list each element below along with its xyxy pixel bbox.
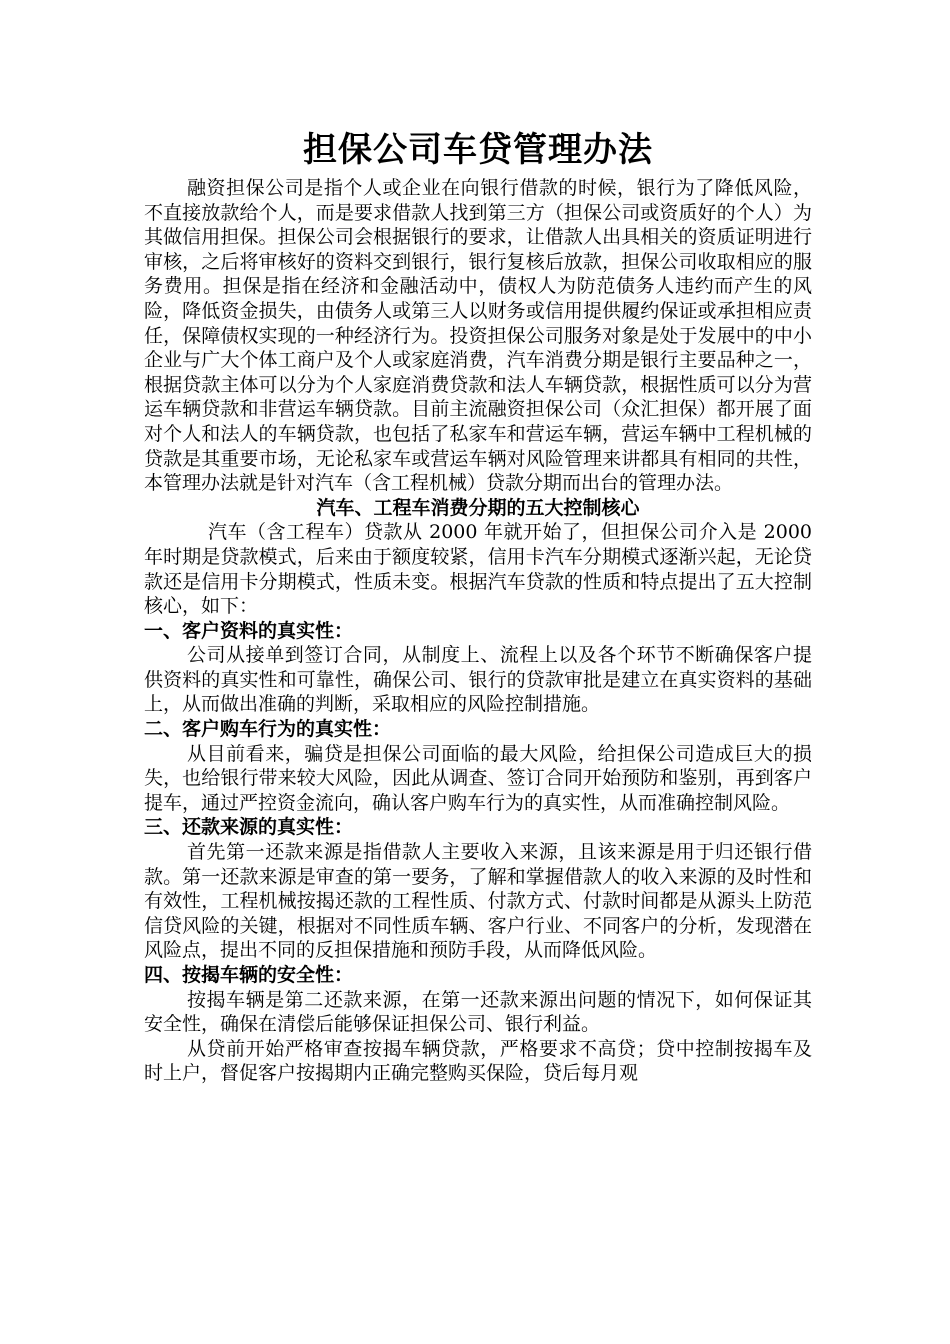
item-heading-3: 三、还款来源的真实性：: [144, 816, 354, 839]
item-2-paragraph: 从目前看来，骗贷是担保公司面临的最大风险，给担保公司造成巨大的损失，也给银行带来较大风险，因此从调查、签订合同开始预防和鉴别，再到客户提车，通过严控资金流向，确认客户购车行为的真实性，从而准确控制风险。: [144, 742, 812, 814]
section-title: 汽车、工程车消费分期的五大控制核心: [316, 496, 640, 519]
document-body: [144, 128, 812, 1086]
item-4-paragraph-2: 从贷前开始严格审查按揭车辆贷款，严格要求不高贷；贷中控制按揭车及时上户，督促客户按揭期内正确完整购买保险，贷后每月观: [144, 1037, 812, 1085]
item-4-paragraph-1: 按揭车辆是第二还款来源，在第一还款来源出问题的情况下，如何保证其安全性，确保在清偿后能够保证担保公司、银行利益。: [144, 988, 812, 1036]
item-heading-2: 二、客户购车行为的真实性：: [144, 718, 392, 741]
item-heading-1: 一、客户资料的真实性：: [144, 619, 354, 642]
item-1-paragraph: 公司从接单到签订合同，从制度上、流程上以及各个环节不断确保客户提供资料的真实性和可靠性，确保公司、银行的贷款审批是建立在真实资料的基础上，从而做出准确的判断，采取相应的风险控制措施。: [144, 644, 812, 716]
intro-paragraph: 融资担保公司是指个人或企业在向银行借款的时候，银行为了降低风险，不直接放款给个人，而是要求借款人找到第三方（担保公司或资质好的个人）为其做信用担保。担保公司会根据银行的要求，让借款人出具相关的资质证明进行审核，之后将审核好的资料交到银行，银行复核后放款，担保公司收取相应的服务费用。担保是指在经济和金融活动中，债权人为防范债务人违约而产生的风险，降低资金损失，由债务人或第三人以财务或信用提供履约保证或承担相应责任，保障债权实现的一种经济行为。投资担保公司服务对象是处于发展中的中小企业与广大个体工商户及个人或家庭消费，汽车消费分期是银行主要品种之一，根据贷款主体可以分为个人家庭消费贷款和法人车辆贷款，根据性质可以分为营运车辆贷款和非营运车辆贷款。目前主流融资担保公司（众汇担保）都开展了面对个人和法人的车辆贷款，也包括了私家车和营运车辆，营运车辆中工程机械的贷款是其重要市场，无论私家车或营运车辆对风险管理来讲都具有相同的共性，本管理办法就是针对汽车（含工程机械）贷款分期而出台的管理办法。: [144, 177, 812, 495]
document-title: 担保公司车贷管理办法: [303, 130, 653, 170]
section-intro-paragraph: 汽车（含工程车）贷款从 2000 年就开始了，但担保公司介入是 2000 年时期是贷款模式，后来由于额度较紧，信用卡汽车分期模式逐渐兴起，无论贷款还是信用卡分期模式，性质未变。根据汽车贷款的性质和特点提出了五大控制核心，如下：: [144, 521, 812, 618]
item-heading-4: 四、按揭车辆的安全性：: [144, 964, 354, 986]
item-3-paragraph: 首先第一还款来源是指借款人主要收入来源，且该来源是用于归还银行借款。第一还款来源是审查的第一要务，了解和掌握借款人的收入来源的及时性和有效性，工程机械按揭还款的工程性质、付款方式、付款时间都是从源头上防范信贷风险的关键，根据对不同性质车辆、客户行业、不同客户的分析，发现潜在风险点，提出不同的反担保措施和预防手段，从而降低风险。: [144, 841, 812, 962]
